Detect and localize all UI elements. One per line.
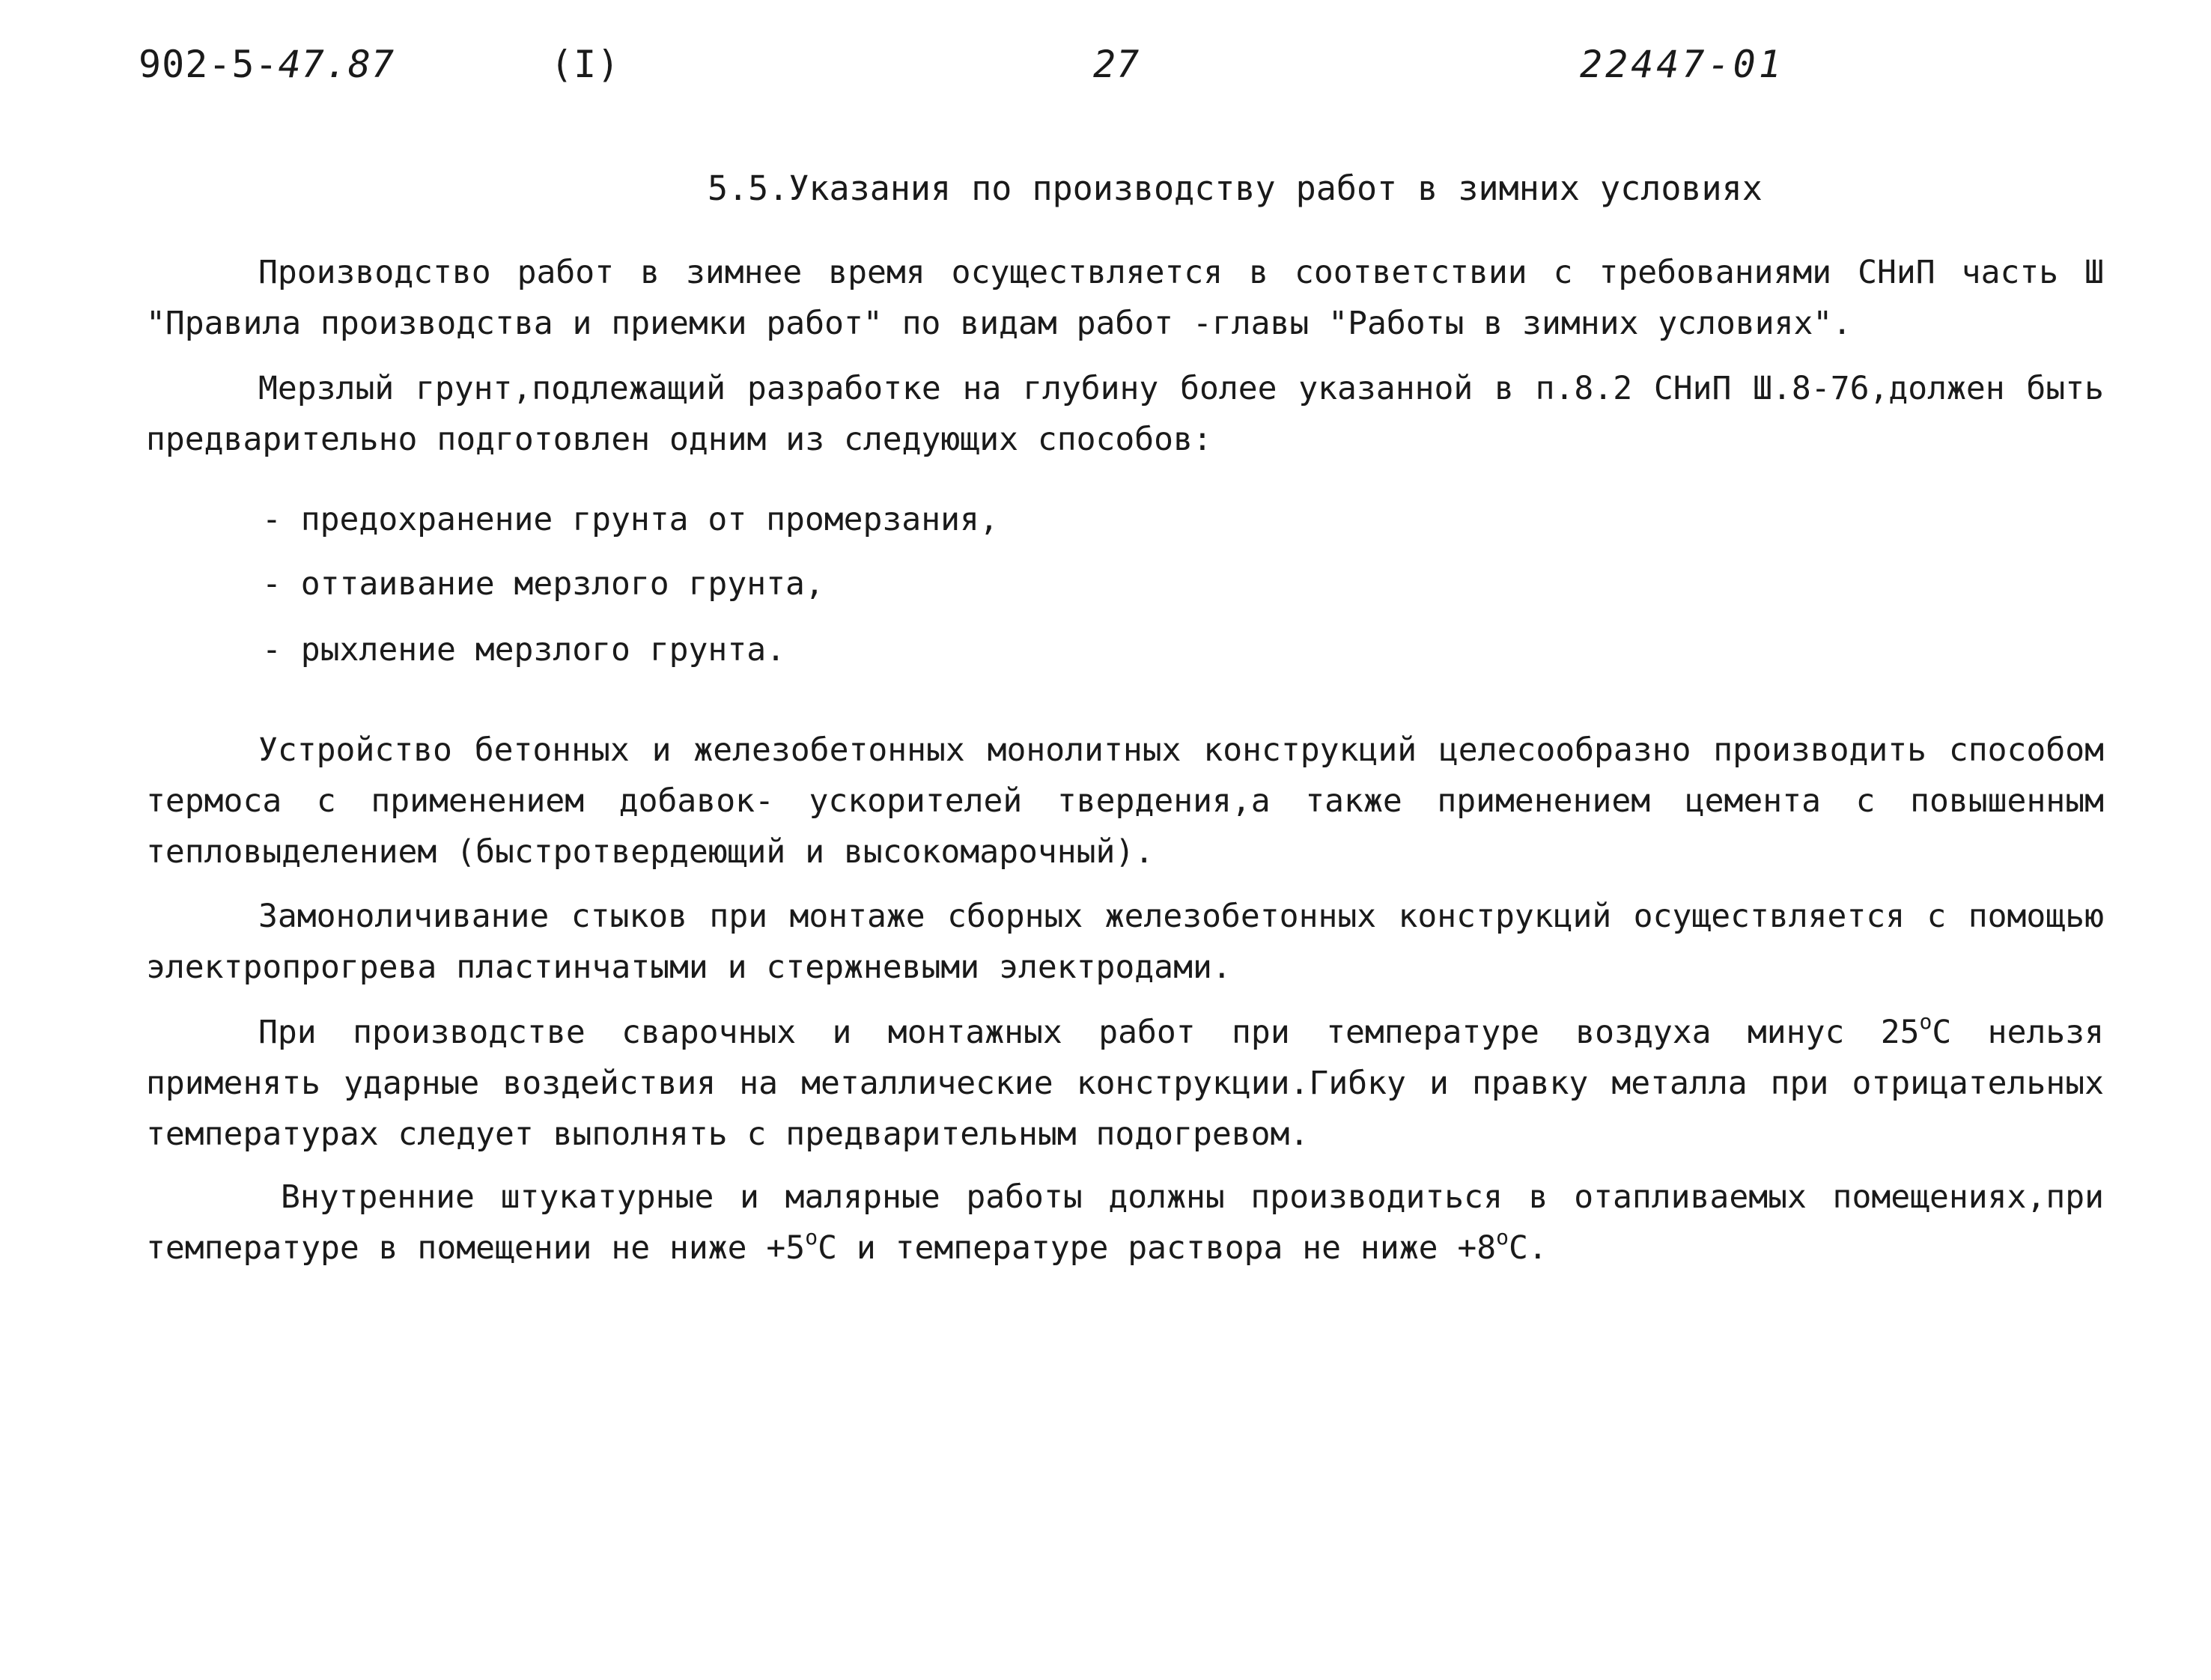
paragraph-5 <box>146 1007 2104 1160</box>
degree-sign: о <box>805 1224 818 1250</box>
paragraph-5-text-b: С нельзя применять ударные воздействия на металлические конструкции.Гибку и правку металла при отрицательных температурах следует выполнять с предварительным подогревом. <box>146 1014 2105 1153</box>
list-item: - оттаивание мерзлого грунта, <box>262 565 824 603</box>
paragraph-1-text: Производство работ в зимнее время осуществляется в соответствии с требованиями СНиП часть Ш "Правила производства и приемки работ" по видам работ -главы "Работы в зимних условиях". <box>146 254 2104 342</box>
paragraph-4-text: Замоноличивание стыков при монтаже сборных железобетонных конструкций осуществляется с помощью электропрогрева пластинчатыми и стержневыми электродами. <box>146 898 2104 986</box>
page-number: 27 <box>1093 43 1140 86</box>
list-item: - рыхление мерзлого грунта. <box>262 631 785 669</box>
paragraph-6-text-c: С. <box>1509 1229 1548 1267</box>
paragraph-6-text-b: С и температуре раствора не ниже +8 <box>818 1229 1497 1267</box>
paragraph-3 <box>146 725 2104 877</box>
paragraph-4 <box>146 891 2104 993</box>
paragraph-6-text-a: Внутренние штукатурные и малярные работы должны производиться в отапливаемых помещениях,при температуре в помещении не ниже +5 <box>146 1178 2104 1267</box>
degree-sign: о <box>1919 1008 1932 1034</box>
paragraph-3-text: Устройство бетонных и железобетонных монолитных конструкций целесообразно производить способом термоса с применением добавок- ускорителей твердения,а также применением цемента с повышенным тепловыделением (быстротвердеющий и высокомарочный). <box>146 731 2104 871</box>
project-code-prefix: 902-5- <box>139 43 279 86</box>
project-code <box>139 42 395 87</box>
section-title: 5.5.Указания по производству работ в зимних условиях <box>708 168 1763 208</box>
sheet-marker: (I) <box>550 43 621 86</box>
degree-sign: о <box>1496 1224 1509 1250</box>
paragraph-6 <box>146 1172 2104 1273</box>
project-code-handwritten: 47.87 <box>278 43 395 86</box>
paragraph-2-text: Мерзлый грунт,подлежащий разработке на глубину более указанной в п.8.2 СНиП Ш.8-76,должен быть предварительно подготовлен одним из следующих способов: <box>146 370 2104 458</box>
paragraph-2 <box>146 363 2104 465</box>
paragraph-1 <box>146 247 2104 349</box>
paragraph-5-text-a: При производстве сварочных и монтажных работ при температуре воздуха минус 25 <box>258 1014 1920 1051</box>
list-item: - предохранение грунта от промерзания, <box>262 501 999 538</box>
document-number: 22447-01 <box>1580 43 1784 86</box>
